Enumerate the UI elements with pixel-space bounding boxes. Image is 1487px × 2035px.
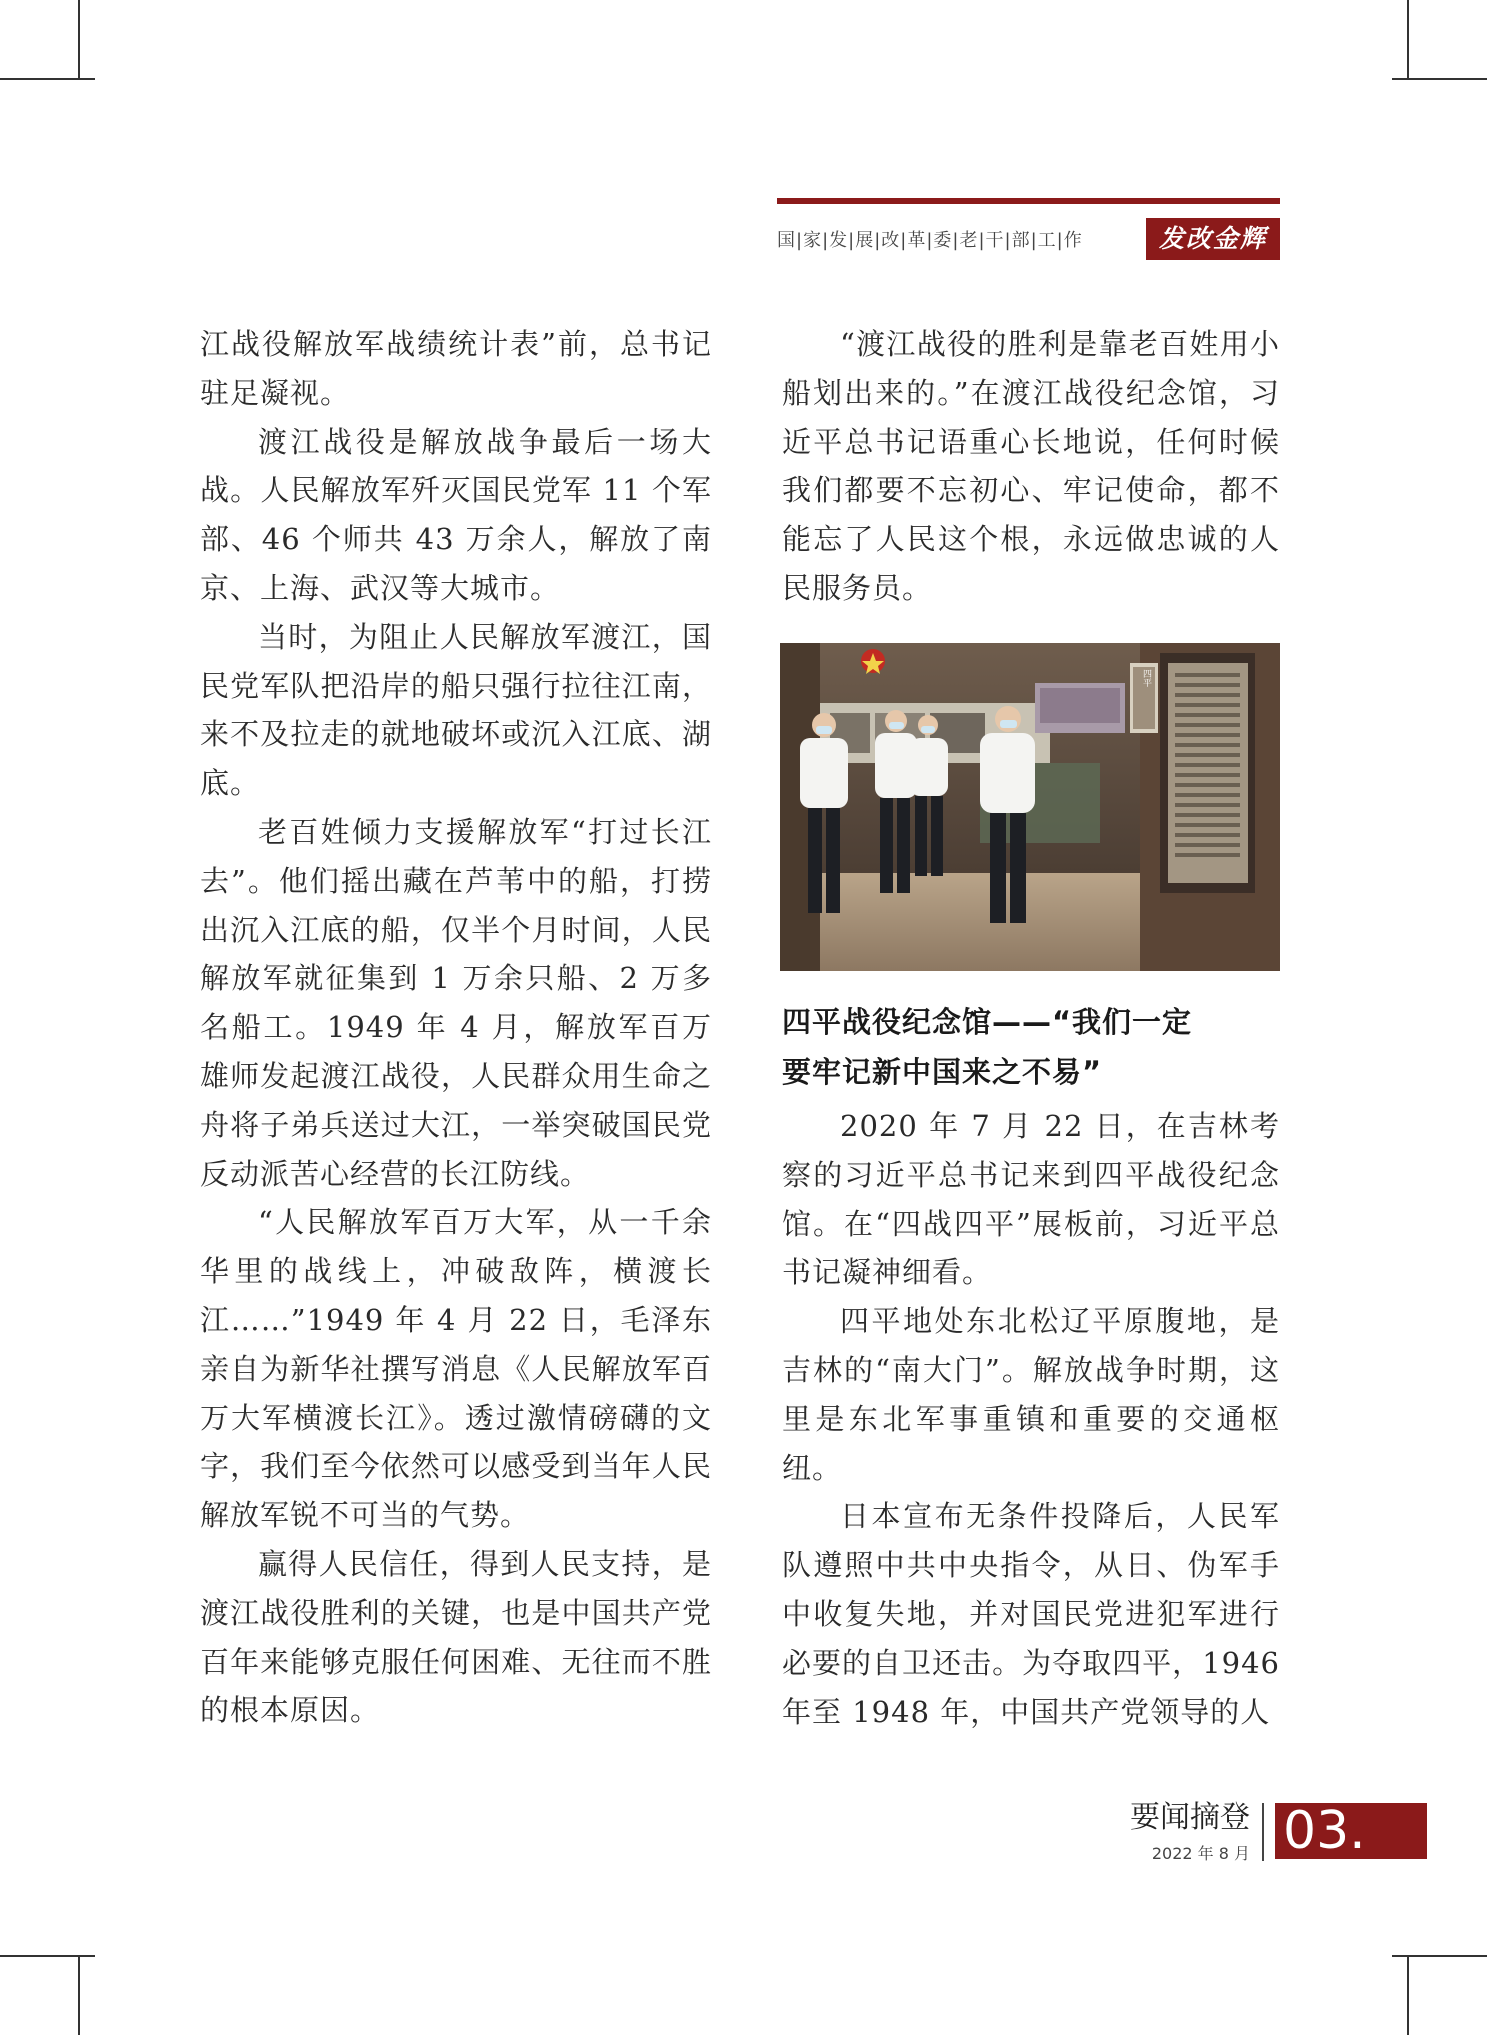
- crop-mark: [1407, 1955, 1409, 2035]
- photo-sign: 四平: [1141, 669, 1151, 687]
- paragraph: 四平地处东北松辽平原腹地，是吉林的“南大门”。解放战争时期，这里是东北军事重镇和重要的交通枢纽。: [782, 1304, 1280, 1485]
- crop-mark: [1407, 0, 1409, 80]
- crop-mark: [0, 78, 95, 80]
- museum-photo: [780, 643, 1280, 971]
- paragraph: 赢得人民信任，得到人民支持，是渡江战役胜利的关键，也是中国共产党百年来能够克服任何困难、无往而不胜的根本原因。: [200, 1546, 712, 1728]
- paragraph: 渡江战役是解放战争最后一场大战。人民解放军歼灭国民党军 11 个军部、46 个师共 43 万余人，解放了南京、上海、武汉等大城市。: [200, 424, 712, 605]
- footer-date: 2022 年 8 月: [1151, 1844, 1250, 1863]
- left-column: [200, 320, 712, 1735]
- paragraph: 江战役解放军战绩统计表”前，总书记驻足凝视。: [200, 327, 712, 410]
- crop-mark: [0, 1955, 95, 1957]
- paragraph: 当时，为阻止人民解放军渡江，国民党军队把沿岸的船只强行拉往江南，来不及拉走的就地破坏或沉入江底、湖底。: [200, 619, 712, 801]
- section-title: [782, 997, 1280, 1097]
- museum-photo-illustration: [780, 643, 1280, 971]
- section-title-line1: 四平战役纪念馆——“我们一定: [782, 1005, 1193, 1039]
- right-column-top: [782, 320, 1280, 613]
- paragraph: 日本宣布无条件投降后，人民军队遵照中共中央指令，从日、伪军手中收复失地，并对国民党进犯军进行必要的自卫还击。为夺取四平，1946 年至 1948 年，中国共产党领导的人: [782, 1499, 1280, 1729]
- crop-mark: [78, 1955, 80, 2035]
- right-column-bottom: [782, 1102, 1280, 1736]
- header-rule: [777, 198, 1280, 204]
- footer-separator: [1262, 1803, 1264, 1861]
- footer-section-title: 要闻摘登: [1130, 1800, 1250, 1835]
- page-number: 03.: [1275, 1803, 1427, 1859]
- paragraph: 老百姓倾力支援解放军“打过长江去”。他们摇出藏在芦苇中的船，打捞出沉入江底的船，仅半个月时间，人民解放军就征集到 1 万余只船、2 万多名船工。1949 年 4 月，解放军百万雄师发起渡江战役，人民群众用生命之舟将子弟兵送过大江，一举突破国民党反动派苦心经营的长江防线。: [200, 814, 712, 1191]
- paragraph: 2020 年 7 月 22 日，在吉林考察的习近平总书记来到四平战役纪念馆。在“四战四平”展板前，习近平总书记凝神细看。: [782, 1109, 1280, 1290]
- paragraph: “人民解放军百万大军，从一千余华里的战线上，冲破敌阵，横渡长江……”1949 年 4 月 22 日，毛泽东亲自为新华社撰写消息《人民解放军百万大军横渡长江》。透过激情磅礴的文字，我们至今依然可以感受到当年人民解放军锐不可当的气势。: [200, 1205, 712, 1533]
- paragraph: “渡江战役的胜利是靠老百姓用小船划出来的。”在渡江战役纪念馆，习近平总书记语重心长地说，任何时候我们都要不忘初心、牢记使命，都不能忘了人民这个根，永远做忠诚的人民服务员。: [782, 327, 1280, 605]
- brand-badge: 发改金辉: [1146, 218, 1280, 260]
- crop-mark: [78, 0, 80, 80]
- header-org: 国|家|发|展|改|革|委|老|干|部|工|作: [777, 230, 1083, 251]
- section-title-line2: 要牢记新中国来之不易”: [782, 1055, 1103, 1089]
